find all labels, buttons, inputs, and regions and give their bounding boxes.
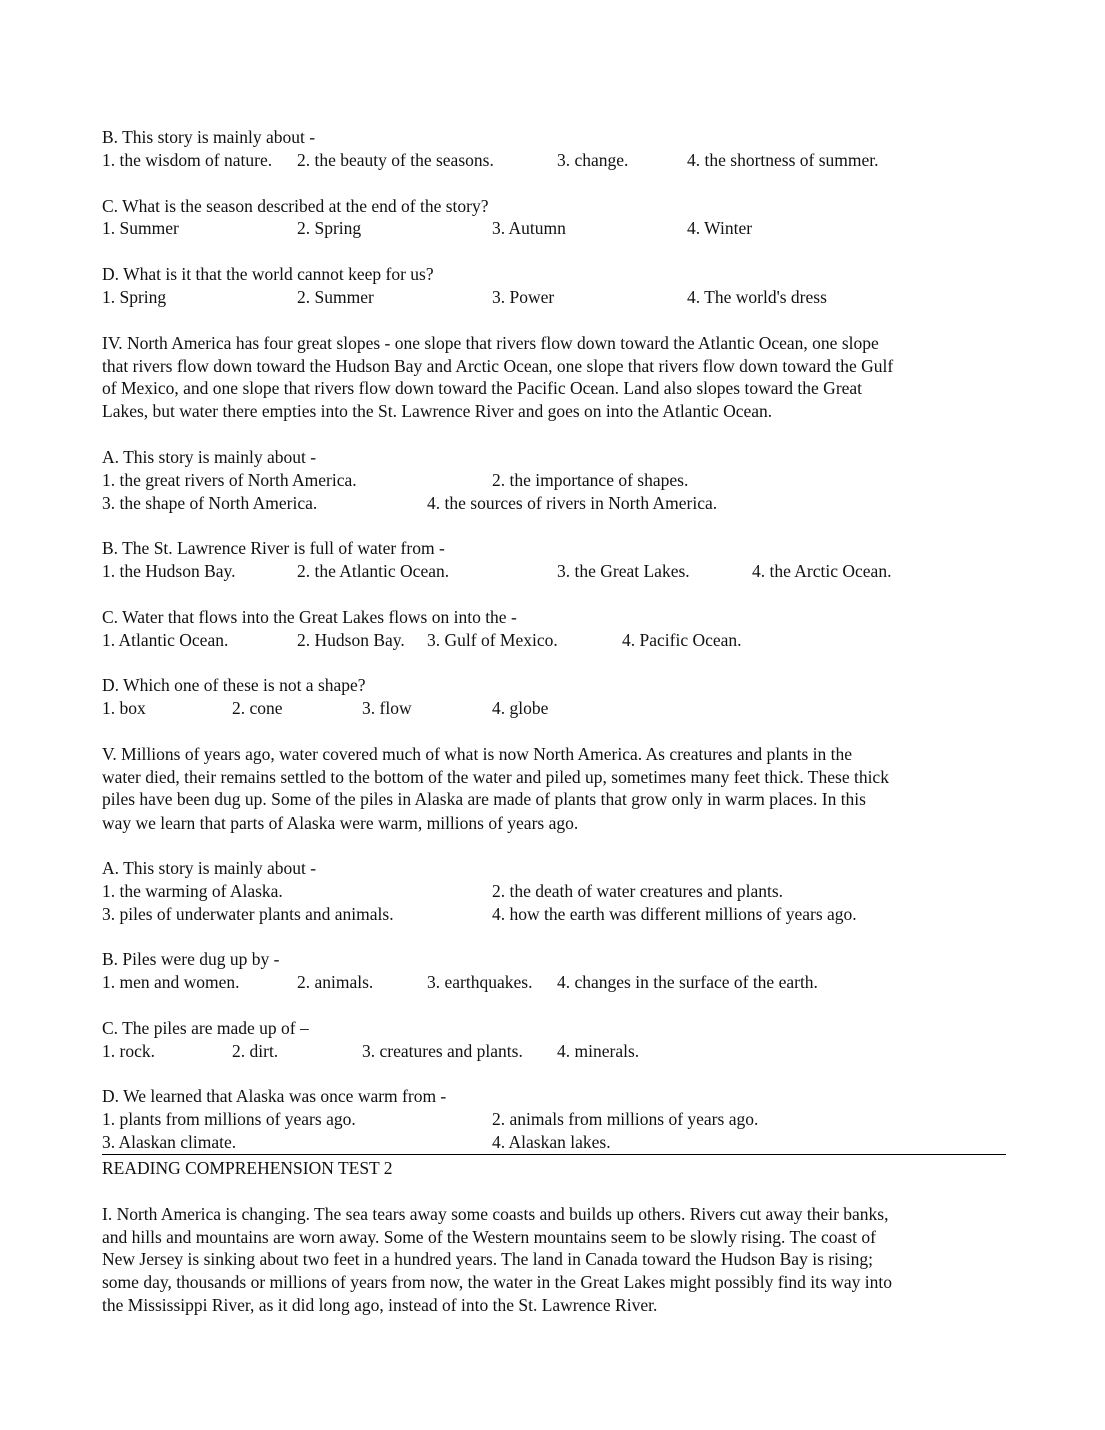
question-text: A. This story is mainly about - (102, 858, 317, 878)
answer-option: 2. animals. (297, 972, 374, 992)
answer-option: 3. creatures and plants. (362, 1041, 523, 1061)
answer-option: 3. change. (557, 150, 629, 170)
answer-option: 2. the beauty of the seasons. (297, 150, 494, 170)
answer-option: 2. Hudson Bay. (297, 630, 405, 650)
answer-option: 3. Power (492, 287, 555, 307)
answer-option: 2. cone (232, 698, 283, 718)
answer-option: 1. Spring (102, 287, 167, 307)
passage-line: of Mexico, and one slope that rivers flow down toward the Pacific Ocean. Land also slopes toward the Great (102, 378, 863, 398)
answer-option: 4. the Arctic Ocean. (752, 561, 892, 581)
answer-option: 1. Summer (102, 218, 179, 238)
answer-option: 4. Pacific Ocean. (622, 630, 742, 650)
passage-line: piles have been dug up. Some of the piles in Alaska are made of plants that grow only in warm places. In this (102, 789, 866, 809)
answer-option: 3. Gulf of Mexico. (427, 630, 558, 650)
passage-line: that rivers flow down toward the Hudson Bay and Arctic Ocean, one slope that rivers flow down toward the Gulf (102, 356, 894, 376)
passage-line: IV. North America has four great slopes - one slope that rivers flow down toward the Atlantic Ocean, one slope (102, 333, 879, 353)
question-text: C. The piles are made up of – (102, 1018, 309, 1038)
answer-option: 2. the importance of shapes. (492, 470, 689, 490)
passage-line: New Jersey is sinking about two feet in a hundred years. The land in Canada toward the Hudson Bay is rising; (102, 1249, 873, 1269)
answer-option: 4. the shortness of summer. (687, 150, 879, 170)
passage-line: V. Millions of years ago, water covered much of what is now North America. As creatures and plants in the (102, 744, 853, 764)
question-text: C. What is the season described at the end of the story? (102, 196, 489, 216)
test-heading: READING COMPREHENSION TEST 2 (102, 1158, 393, 1178)
answer-option: 3. Autumn (492, 218, 566, 238)
passage-line: the Mississippi River, as it did long ago, instead of into the St. Lawrence River. (102, 1295, 658, 1315)
passage-line: some day, thousands or millions of years from now, the water in the Great Lakes might possibly find its way into (102, 1272, 892, 1292)
question-text: D. We learned that Alaska was once warm from - (102, 1086, 447, 1106)
passage-line: Lakes, but water there empties into the St. Lawrence River and goes on into the Atlantic Ocean. (102, 401, 773, 421)
answer-option: 4. The world's dress (687, 287, 827, 307)
answer-option: 1. Atlantic Ocean. (102, 630, 229, 650)
answer-option: 4. Winter (687, 218, 753, 238)
answer-option: 2. Spring (297, 218, 362, 238)
answer-option: 1. the great rivers of North America. (102, 470, 357, 490)
answer-option: 1. the Hudson Bay. (102, 561, 236, 581)
answer-option: 1. rock. (102, 1041, 155, 1061)
question-text: A. This story is mainly about - (102, 447, 317, 467)
answer-option: 4. changes in the surface of the earth. (557, 972, 818, 992)
section-divider (102, 1154, 1006, 1155)
answer-option: 2. Summer (297, 287, 374, 307)
answer-option: 4. globe (492, 698, 549, 718)
answer-option: 1. the warming of Alaska. (102, 881, 283, 901)
answer-option: 3. the Great Lakes. (557, 561, 690, 581)
question-text: B. The St. Lawrence River is full of water from - (102, 538, 445, 558)
passage-line: I. North America is changing. The sea tears away some coasts and builds up others. Rivers cut away their banks, (102, 1204, 889, 1224)
answer-option: 4. minerals. (557, 1041, 640, 1061)
answer-option: 3. Alaskan climate. (102, 1132, 237, 1152)
passage-line: and hills and mountains are worn away. Some of the Western mountains seem to be slowly rising. The coast of (102, 1227, 876, 1247)
answer-option: 3. the shape of North America. (102, 493, 318, 513)
answer-option: 4. Alaskan lakes. (492, 1132, 611, 1152)
answer-option: 2. the Atlantic Ocean. (297, 561, 450, 581)
answer-option: 3. piles of underwater plants and animals. (102, 904, 394, 924)
answer-option: 1. men and women. (102, 972, 240, 992)
answer-option: 4. the sources of rivers in North America. (427, 493, 718, 513)
question-text: B. Piles were dug up by - (102, 949, 280, 969)
passage-line: way we learn that parts of Alaska were warm, millions of years ago. (102, 813, 579, 833)
answer-option: 1. plants from millions of years ago. (102, 1109, 356, 1129)
answer-option: 1. the wisdom of nature. (102, 150, 273, 170)
answer-option: 1. box (102, 698, 146, 718)
question-text: C. Water that flows into the Great Lakes flows on into the - (102, 607, 517, 627)
answer-option: 4. how the earth was different millions of years ago. (492, 904, 857, 924)
question-text: D. Which one of these is not a shape? (102, 675, 366, 695)
passage-line: water died, their remains settled to the bottom of the water and piled up, sometimes many feet thick. These thick (102, 767, 889, 787)
answer-option: 2. dirt. (232, 1041, 279, 1061)
answer-option: 3. flow (362, 698, 412, 718)
answer-option: 3. earthquakes. (427, 972, 533, 992)
question-text: B. This story is mainly about - (102, 127, 316, 147)
question-text: D. What is it that the world cannot keep for us? (102, 264, 434, 284)
answer-option: 2. the death of water creatures and plants. (492, 881, 784, 901)
answer-option: 2. animals from millions of years ago. (492, 1109, 759, 1129)
